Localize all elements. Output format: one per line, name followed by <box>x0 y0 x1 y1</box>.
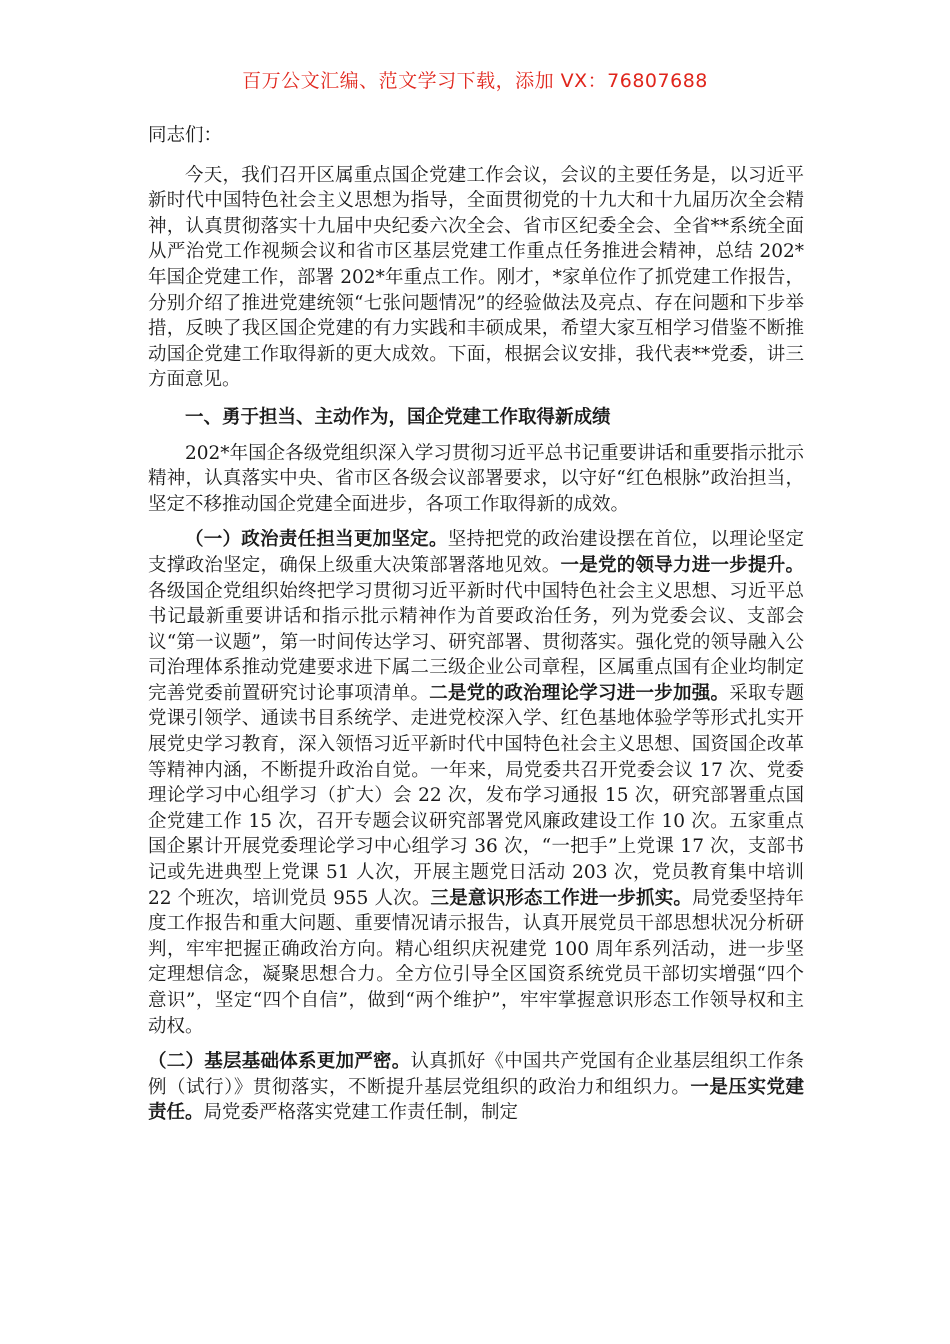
point-2-title: 二是党的政治理论学习进一步加强。 <box>429 682 730 704</box>
point-2-text: 采取专题党课引领学、通读书目系统学、走进党校深入学、红色基地体验学等形式扎实开展党史学习教育，深入领悟习近平新时代中国特色社会主义思想、国资国企改革等精神内涵，不断提升政治自觉。一年来，局党委共召开党委会议 17 次、党委理论学习中心组学习（扩大）会 22 次，发布学习通报 15 次，研究部署重点国企党建工作 15 次，召开专题会议研究部署党风廉政建设工作 10 次。五家重点国企累计开展党委理论学习中心组学习 36 次，“一把手”上党课 17 次，支部书记或先进典型上党课 51 人次，开展主题党日活动 203 次，党员教育集中培训 22 个班次，培训党员 955 人次。 <box>148 682 804 909</box>
subsection-2-point-1-title: 一是压实党建责任。 <box>148 1076 804 1124</box>
subsection-2-point-1-text: 局党委严格落实党建工作责任制，制定 <box>203 1102 519 1124</box>
point-3-text: 局党委坚持年度工作报告和重大问题、重要情况请示报告，认真开展党员干部思想状况分析研判，牢牢把握正确政治方向。精心组织庆祝建党 100 周年系列活动，进一步坚定理想信念，凝聚思想合力。全方位引导全区国资系统党员干部切实增强“四个意识”，坚定“四个自信”，做到“两个维护”，牢牢掌握意识形态工作领导权和主动权。 <box>148 887 804 1037</box>
subsection-2-text: 认真抓好《中国共产党国有企业基层组织工作条例（试行）》贯彻落实，不断提升基层党组织的政治力和组织力。 <box>148 1051 804 1098</box>
watermark-banner: 百万公文汇编、范文学习下载，添加 VX：76807688 <box>242 70 708 92</box>
point-1-text: 各级国企党组织始终把学习贯彻习近平新时代中国特色社会主义思想、习近平总书记最新重要讲话和指示批示精神作为首要政治任务，列为党委会议、支部会议“第一议题”，第一时间传达学习、研究部署、贯彻落实。强化党的领导融入公司治理体系推动党建要求进下属二三级企业公司章程，区属重点国有企业均制定完善党委前置研究讨论事项清单。 <box>148 580 804 704</box>
intro-paragraph: 今天，我们召开区属重点国企党建工作会议，会议的主要任务是，以习近平新时代中国特色社会主义思想为指导，全面贯彻党的十九大和十九届历次全会精神，认真贯彻落实十九届中央纪委六次全会、省市区纪委全会、全省**系统全面从严治党工作视频会议和省市区基层党建工作重点任务推进会精神，总结 202*年国企党建工作，部署 202*年重点工作。刚才，*家单位作了抓党建工作报告，分别介绍了推进党建统领“七张问题情况”的经验做法及亮点、存在问题和下步举措，反映了我区国企党建的有力实践和丰硕成果，希望大家互相学习借鉴不断推动国企党建工作取得新的更大成效。下面，根据会议安排，我代表**党委，讲三方面意见。 <box>148 164 804 391</box>
subsection-1-title: （一）政治责任担当更加坚定。 <box>185 529 448 551</box>
subsection-1-text: 坚持把党的政治建设摆在首位，以理论坚定支撑政治坚定，确保上级重大决策部署落地见效。 <box>148 529 804 576</box>
subsection-2-paragraph <box>148 1049 804 1126</box>
salutation: 同志们： <box>148 125 223 146</box>
section-heading-1: 一、勇于担当、主动作为，国企党建工作取得新成绩 <box>185 406 611 428</box>
subsection-1-paragraph <box>148 527 804 1039</box>
document-body <box>148 123 804 1126</box>
point-1-title: 一是党的领导力进一步提升。 <box>560 554 804 576</box>
subsection-2-title: （二）基层基础体系更加严密。 <box>148 1051 411 1073</box>
point-3-title: 三是意识形态工作进一步抓实。 <box>430 887 693 909</box>
section-intro-paragraph: 202*年国企各级党组织深入学习贯彻习近平总书记重要讲话和重要指示批示精神，认真落实中央、省市区各级会议部署要求，以守好“红色根脉”政治担当，坚定不移推动国企党建全面进步，各项工作取得新的成效。 <box>148 442 804 515</box>
